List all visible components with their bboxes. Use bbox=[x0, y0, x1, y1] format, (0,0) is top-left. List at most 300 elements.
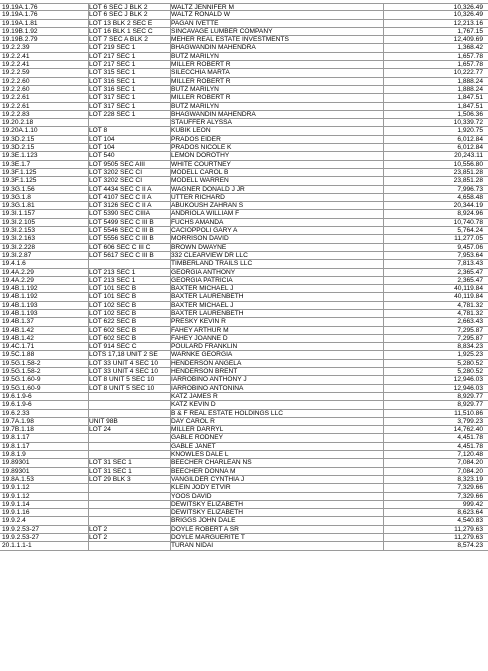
owner-name: PAGAN IVETTE bbox=[171, 19, 219, 27]
amount-due: 1,847.51 bbox=[457, 102, 483, 110]
table-row bbox=[0, 152, 488, 160]
owner-name: BHAGWANDIN MAHENDRA bbox=[171, 44, 256, 52]
owner-name: HENDERSON BRENT bbox=[171, 368, 238, 376]
owner-name: BAXTER LAURENBETH bbox=[171, 309, 244, 317]
amount-due: 2,663.43 bbox=[457, 318, 483, 326]
parcel-number: 19.8.1.17 bbox=[2, 434, 30, 442]
legal-description: LOT 13 BLK 2 SEC E bbox=[89, 19, 153, 27]
parcel-number: 19.3I.2.153 bbox=[2, 227, 35, 235]
legal-description: LOT 6 SEC J BLK 2 bbox=[89, 4, 148, 11]
amount-due: 8,323.19 bbox=[457, 475, 483, 483]
owner-name: BUTZ MARILYN bbox=[171, 85, 219, 93]
column-divider bbox=[170, 3, 171, 551]
parcel-number: 19.3I.1.157 bbox=[2, 210, 35, 218]
owner-name: ANDRIOLA WILLIAM F bbox=[171, 210, 240, 218]
parcel-number: 19.8A.1.53 bbox=[2, 475, 34, 483]
parcel-number: 19.6.1.9-6 bbox=[2, 401, 32, 409]
legal-description: LOT 33 UNIT 4 SEC 10 bbox=[89, 368, 159, 376]
parcel-number: 19.4B.1.193 bbox=[2, 309, 38, 317]
table-row bbox=[0, 252, 488, 260]
owner-name: VANGILDER CYNTHIA J bbox=[171, 475, 245, 483]
owner-name: ABUKOUSH ZAHRAN S bbox=[171, 202, 244, 210]
amount-due: 7,295.87 bbox=[457, 326, 483, 334]
owner-name: IARROBINO ANTONINA bbox=[171, 384, 244, 392]
tax-listing-table bbox=[0, 3, 488, 551]
owner-name: KATZ JAMES R bbox=[171, 392, 218, 400]
owner-name: TIMBERLAND TRAILS LLC bbox=[171, 260, 253, 268]
legal-description: LOT 3126 SEC C II A bbox=[89, 202, 152, 210]
amount-due: 7,084.20 bbox=[457, 459, 483, 467]
legal-description: UNIT 98B bbox=[89, 417, 118, 425]
amount-due: 8,623.64 bbox=[457, 509, 483, 517]
parcel-number: 19.2.2.83 bbox=[2, 110, 30, 118]
table-row bbox=[0, 169, 488, 177]
amount-due: 1,657.78 bbox=[457, 52, 483, 60]
legal-description: LOT 217 SEC 1 bbox=[89, 61, 136, 69]
amount-due: 4,658.48 bbox=[457, 193, 483, 201]
legal-description: LOT 2 bbox=[89, 525, 108, 533]
table-row bbox=[0, 103, 488, 111]
table-row bbox=[0, 393, 488, 401]
amount-due: 40,119.84 bbox=[454, 293, 483, 301]
amount-due: 5,280.52 bbox=[457, 359, 483, 367]
table-row bbox=[0, 53, 488, 61]
parcel-number: 19.8.1.17 bbox=[2, 442, 30, 450]
parcel-number: 19.3E.1.7 bbox=[2, 160, 31, 168]
table-row bbox=[0, 327, 488, 335]
legal-description: LOT 29 BLK 3 bbox=[89, 475, 131, 483]
legal-description: LOT 602 SEC B bbox=[89, 326, 137, 334]
table-row bbox=[0, 127, 488, 135]
table-row bbox=[0, 302, 488, 310]
parcel-number: 19.3D.2.15 bbox=[2, 144, 35, 152]
amount-due: 1,657.78 bbox=[457, 61, 483, 69]
amount-due: 8,929.77 bbox=[457, 392, 483, 400]
legal-description: LOT 5546 SEC C III B bbox=[89, 227, 154, 235]
parcel-number: 19.5G.1.58-2 bbox=[2, 368, 41, 376]
amount-due: 1,888.24 bbox=[457, 85, 483, 93]
owner-name: GEORGIA PATRICIA bbox=[171, 276, 233, 284]
legal-description: LOT 540 bbox=[89, 152, 115, 160]
parcel-number: 19.3G.1.8 bbox=[2, 193, 31, 201]
legal-description: LOT 213 SEC 1 bbox=[89, 276, 136, 284]
parcel-number: 19.3F.1.125 bbox=[2, 177, 37, 185]
table-row bbox=[0, 426, 488, 434]
parcel-number: 19.20A.1.10 bbox=[2, 127, 38, 135]
parcel-number: 19.4B.1.192 bbox=[2, 285, 38, 293]
table-row bbox=[0, 144, 488, 152]
amount-due: 5,280.52 bbox=[457, 368, 483, 376]
column-divider bbox=[88, 3, 89, 551]
owner-name: MODELL WARREN bbox=[171, 177, 229, 185]
amount-due: 7,813.43 bbox=[457, 260, 483, 268]
owner-name: DAY CAROL R bbox=[171, 417, 215, 425]
owner-name: KATZ KEVIN D bbox=[171, 401, 216, 409]
parcel-number: 19.4B.1.37 bbox=[2, 318, 34, 326]
owner-name: KUBIK LEON bbox=[171, 127, 211, 135]
legal-description: LOT 24 bbox=[89, 426, 111, 434]
amount-due: 7,329.66 bbox=[457, 484, 483, 492]
owner-name: WALTZ JENNIFER M bbox=[171, 4, 235, 11]
table-row bbox=[0, 451, 488, 459]
amount-due: 4,781.32 bbox=[457, 309, 483, 317]
table-row bbox=[0, 111, 488, 119]
table-row bbox=[0, 235, 488, 243]
owner-name: STAUFFER ALYSSA bbox=[171, 119, 232, 127]
owner-name: KNOWLES DALE L bbox=[171, 451, 229, 459]
legal-description: LOT 228 SEC 1 bbox=[89, 110, 136, 118]
parcel-number: 19.4A.2.29 bbox=[2, 276, 34, 284]
table-row bbox=[0, 119, 488, 127]
amount-due: 10,740.78 bbox=[453, 218, 483, 226]
table-row bbox=[0, 534, 488, 542]
amount-due: 7,120.48 bbox=[457, 451, 483, 459]
legal-description: LOT 101 SEC B bbox=[89, 285, 137, 293]
owner-name: MILLER ROBERT R bbox=[171, 77, 231, 85]
owner-name: SINCAVAGE LUMBER COMPANY bbox=[171, 27, 273, 35]
amount-due: 12,409.69 bbox=[453, 36, 483, 44]
legal-description: LOT 31 SEC 1 bbox=[89, 467, 132, 475]
amount-due: 4,451.78 bbox=[457, 442, 483, 450]
parcel-number: 19.4B.1.42 bbox=[2, 326, 34, 334]
table-row bbox=[0, 459, 488, 467]
legal-description: LOT 33 UNIT 4 SEC 10 bbox=[89, 359, 159, 367]
table-row bbox=[0, 368, 488, 376]
amount-due: 5,764.24 bbox=[457, 227, 483, 235]
legal-description: LOT 602 SEC B bbox=[89, 334, 137, 342]
parcel-number: 19.20.2.18 bbox=[2, 119, 34, 127]
parcel-number: 19.9.1.16 bbox=[2, 509, 30, 517]
parcel-number: 19.7A.1.98 bbox=[2, 417, 34, 425]
legal-description: LOT 3202 SEC CI bbox=[89, 168, 143, 176]
table-row bbox=[0, 20, 488, 28]
legal-description: LOT 316 SEC 1 bbox=[89, 77, 136, 85]
owner-name: PRADOS EIDER bbox=[171, 135, 221, 143]
legal-description: LOT 2 bbox=[89, 534, 108, 541]
table-row bbox=[0, 28, 488, 36]
table-row bbox=[0, 186, 488, 194]
owner-name: TURAN NIDAI bbox=[171, 542, 214, 550]
parcel-number: 19.2.2.60 bbox=[2, 77, 30, 85]
legal-description: LOT 104 bbox=[89, 144, 115, 152]
legal-description: LOT 8 bbox=[89, 127, 108, 135]
parcel-number: 19.5G.1.60-9 bbox=[2, 376, 41, 384]
legal-description: LOT 104 bbox=[89, 135, 115, 143]
legal-description: LOT 9505 SEC AIII bbox=[89, 160, 145, 168]
amount-due: 2,365.47 bbox=[457, 268, 483, 276]
table-row bbox=[0, 269, 488, 277]
legal-description: LOT 8 UNIT 5 SEC 10 bbox=[89, 376, 155, 384]
table-row bbox=[0, 443, 488, 451]
parcel-number: 19.2.2.39 bbox=[2, 44, 30, 52]
owner-name: BAXTER LAURENBETH bbox=[171, 293, 244, 301]
owner-name: UTTER RICHARD bbox=[171, 193, 225, 201]
parcel-number: 19.5C.1.88 bbox=[2, 351, 35, 359]
legal-description: LOT 4107 SEC C II A bbox=[89, 193, 152, 201]
parcel-number: 19.9.1.12 bbox=[2, 492, 30, 500]
amount-due: 10,339.72 bbox=[453, 119, 483, 127]
owner-name: BEECHER CHARLEAN NS bbox=[171, 459, 252, 467]
table-row bbox=[0, 78, 488, 86]
owner-name: KLEIN JODY ETVIR bbox=[171, 484, 231, 492]
table-row bbox=[0, 285, 488, 293]
owner-name: BAXTER MICHAEL J bbox=[171, 301, 234, 309]
legal-description: LOT 5556 SEC C III B bbox=[89, 235, 154, 243]
amount-due: 1,920.75 bbox=[457, 127, 483, 135]
amount-due: 999.42 bbox=[462, 500, 483, 508]
owner-name: BRIGGS JOHN DALE bbox=[171, 517, 236, 525]
parcel-number: 19.2.2.59 bbox=[2, 69, 30, 77]
table-row bbox=[0, 410, 488, 418]
legal-description: LOT 5617 SEC C III B bbox=[89, 251, 154, 259]
table-row bbox=[0, 509, 488, 517]
amount-due: 23,851.28 bbox=[453, 177, 483, 185]
parcel-number: 19.19A.1.76 bbox=[2, 11, 38, 19]
owner-name: DEWITSKY ELIZABETH bbox=[171, 509, 244, 517]
parcel-number: 19.4B.1.42 bbox=[2, 334, 34, 342]
table-row bbox=[0, 318, 488, 326]
legal-description: LOT 914 SEC C bbox=[89, 343, 137, 351]
table-row bbox=[0, 11, 488, 19]
amount-due: 12,213.16 bbox=[453, 19, 483, 27]
owner-name: MILLER ROBERT R bbox=[171, 94, 231, 102]
parcel-number: 19.19A.1.81 bbox=[2, 19, 38, 27]
owner-name: MEHER REAL ESTATE INVESTMENTS bbox=[171, 36, 289, 44]
table-row bbox=[0, 351, 488, 359]
table-row bbox=[0, 194, 488, 202]
parcel-number: 19.2.2.60 bbox=[2, 85, 30, 93]
legal-description: LOT 213 SEC 1 bbox=[89, 268, 136, 276]
amount-due: 7,295.87 bbox=[457, 334, 483, 342]
table-row bbox=[0, 202, 488, 210]
parcel-number: 19.4B.1.193 bbox=[2, 301, 38, 309]
legal-description: LOT 3202 SEC CI bbox=[89, 177, 143, 185]
parcel-number: 19.3E.1.123 bbox=[2, 152, 38, 160]
legal-description: LOT 4434 SEC C II A bbox=[89, 185, 152, 193]
table-row bbox=[0, 360, 488, 368]
amount-due: 4,540.83 bbox=[457, 517, 483, 525]
amount-due: 23,851.28 bbox=[453, 168, 483, 176]
amount-due: 8,834.23 bbox=[457, 343, 483, 351]
table-row bbox=[0, 526, 488, 534]
amount-due: 7,084.20 bbox=[457, 467, 483, 475]
owner-name: POULARD FRANKLIN bbox=[171, 343, 238, 351]
amount-due: 10,556.80 bbox=[453, 160, 483, 168]
table-row bbox=[0, 501, 488, 509]
amount-due: 11,277.05 bbox=[454, 235, 483, 243]
owner-name: HENDERSON ANGELA bbox=[171, 359, 242, 367]
legal-description: LOT 217 SEC 1 bbox=[89, 52, 136, 60]
legal-description: LOT 8 UNIT 5 SEC 10 bbox=[89, 384, 155, 392]
legal-description: LOTS 17,18 UNIT 2 SE bbox=[89, 351, 158, 359]
parcel-number: 19.19B.1.92 bbox=[2, 27, 38, 35]
column-divider bbox=[383, 3, 384, 551]
table-row bbox=[0, 86, 488, 94]
owner-name: BEECHER DONNA M bbox=[171, 467, 236, 475]
table-row bbox=[0, 401, 488, 409]
parcel-number: 19.4B.1.192 bbox=[2, 293, 38, 301]
owner-name: DOYLE ROBERT A SR bbox=[171, 525, 239, 533]
table-row bbox=[0, 542, 488, 550]
parcel-number: 19.6.1.9-6 bbox=[2, 392, 32, 400]
owner-name: LEMON DOROTHY bbox=[171, 152, 230, 160]
parcel-number: 19.7B.1.18 bbox=[2, 426, 34, 434]
parcel-number: 19.89301 bbox=[2, 467, 30, 475]
amount-due: 12,946.03 bbox=[453, 376, 483, 384]
owner-name: PRESKY KEVIN R bbox=[171, 318, 226, 326]
table-row bbox=[0, 36, 488, 44]
amount-due: 1,767.15 bbox=[457, 27, 483, 35]
amount-due: 9,457.06 bbox=[457, 243, 483, 251]
table-row bbox=[0, 468, 488, 476]
parcel-number: 19.8.1.9 bbox=[2, 451, 26, 459]
parcel-number: 19.89301 bbox=[2, 459, 30, 467]
table-row bbox=[0, 277, 488, 285]
legal-description: LOT 5390 SEC CIIIA bbox=[89, 210, 151, 218]
owner-name: FUCHS AMANDA bbox=[171, 218, 224, 226]
parcel-number: 19.2.2.61 bbox=[2, 102, 30, 110]
table-row bbox=[0, 310, 488, 318]
legal-description: LOT 317 SEC 1 bbox=[89, 102, 136, 110]
legal-description: LOT 16 BLK 1 SEC C bbox=[89, 27, 153, 35]
table-row bbox=[0, 385, 488, 393]
amount-due: 11,279.63 bbox=[454, 525, 483, 533]
owner-name: BHAGWANDIN MAHENDRA bbox=[171, 110, 256, 118]
table-row bbox=[0, 227, 488, 235]
owner-name: FAHEY JOANNE D bbox=[171, 334, 228, 342]
amount-due: 6,012.84 bbox=[457, 144, 483, 152]
legal-description: LOT 5499 SEC C III B bbox=[89, 218, 154, 226]
parcel-number: 19.9.1.12 bbox=[2, 484, 30, 492]
amount-due: 11,279.63 bbox=[454, 534, 483, 541]
legal-description: LOT 317 SEC 1 bbox=[89, 94, 136, 102]
owner-name: 332 CLEARVIEW DR LLC bbox=[171, 251, 248, 259]
owner-name: WALTZ RONALD W bbox=[171, 11, 230, 19]
parcel-number: 19.4C.1.71 bbox=[2, 343, 35, 351]
parcel-number: 19.9.2.53-27 bbox=[2, 525, 40, 533]
table-row bbox=[0, 484, 488, 492]
amount-due: 11,510.86 bbox=[454, 409, 483, 417]
amount-due: 3,799.23 bbox=[457, 417, 483, 425]
amount-due: 10,326.49 bbox=[453, 11, 483, 19]
parcel-number: 19.9.2.4 bbox=[2, 517, 26, 525]
parcel-number: 19.2.2.41 bbox=[2, 61, 30, 69]
table-row bbox=[0, 434, 488, 442]
parcel-number: 19.3D.2.15 bbox=[2, 135, 35, 143]
legal-description: LOT 102 SEC B bbox=[89, 309, 137, 317]
parcel-number: 19.2.2.41 bbox=[2, 52, 30, 60]
legal-description: LOT 6 SEC J BLK 2 bbox=[89, 11, 148, 19]
table-row bbox=[0, 260, 488, 268]
parcel-number: 19.19B.2.79 bbox=[2, 36, 38, 44]
parcel-number: 19.5G.1.58-2 bbox=[2, 359, 41, 367]
table-row bbox=[0, 376, 488, 384]
owner-name: WHITE COURTNEY bbox=[171, 160, 231, 168]
table-row bbox=[0, 343, 488, 351]
owner-name: YOOS DAVID bbox=[171, 492, 212, 500]
parcel-number: 19.3I.2.163 bbox=[2, 235, 35, 243]
parcel-number: 20.1.1.1-1 bbox=[2, 542, 32, 550]
amount-due: 4,781.32 bbox=[457, 301, 483, 309]
legal-description: LOT 315 SEC 1 bbox=[89, 69, 136, 77]
amount-due: 10,222.77 bbox=[453, 69, 483, 77]
parcel-number: 19.9.1.14 bbox=[2, 500, 30, 508]
legal-description: LOT 622 SEC B bbox=[89, 318, 137, 326]
amount-due: 12,946.03 bbox=[453, 384, 483, 392]
table-row bbox=[0, 493, 488, 501]
table-row bbox=[0, 3, 488, 11]
owner-name: GABLE JANET bbox=[171, 442, 216, 450]
amount-due: 6,012.84 bbox=[457, 135, 483, 143]
amount-due: 8,929.77 bbox=[457, 401, 483, 409]
legal-description: LOT 606 SEC C III C bbox=[89, 243, 151, 251]
amount-due: 1,925.23 bbox=[457, 351, 483, 359]
owner-name: SILECCHIA MARTA bbox=[171, 69, 230, 77]
owner-name: BUTZ MARILYN bbox=[171, 52, 219, 60]
table-row bbox=[0, 177, 488, 185]
amount-due: 40,119.84 bbox=[454, 285, 483, 293]
parcel-number: 19.5G.1.60-9 bbox=[2, 384, 41, 392]
amount-due: 7,953.64 bbox=[457, 251, 483, 259]
parcel-number: 19.3I.2.105 bbox=[2, 218, 35, 226]
owner-name: MILLER ROBERT R bbox=[171, 61, 231, 69]
owner-name: GABLE RODNEY bbox=[171, 434, 224, 442]
owner-name: BAXTER MICHAEL J bbox=[171, 285, 234, 293]
parcel-number: 19.3G.1.81 bbox=[2, 202, 35, 210]
owner-name: MORRISON DAVID bbox=[171, 235, 229, 243]
parcel-number: 19.2.2.61 bbox=[2, 94, 30, 102]
owner-name: DEWITSKY ELIZABETH bbox=[171, 500, 244, 508]
owner-name: MILLER DARRYL bbox=[171, 426, 224, 434]
table-row bbox=[0, 44, 488, 52]
owner-name: BROWN DWAYNE bbox=[171, 243, 227, 251]
table-row bbox=[0, 161, 488, 169]
parcel-number: 19.4A.2.29 bbox=[2, 268, 34, 276]
table-row bbox=[0, 293, 488, 301]
owner-name: CACIOPPOLI GARY A bbox=[171, 227, 238, 235]
legal-description: LOT 101 SEC B bbox=[89, 293, 137, 301]
legal-description: LOT 316 SEC 1 bbox=[89, 85, 136, 93]
amount-due: 7,329.66 bbox=[457, 492, 483, 500]
amount-due: 20,344.19 bbox=[453, 202, 483, 210]
amount-due: 2,365.47 bbox=[457, 276, 483, 284]
amount-due: 10,326.49 bbox=[453, 4, 483, 11]
owner-name: FAHEY ARTHUR M bbox=[171, 326, 229, 334]
amount-due: 8,574.23 bbox=[457, 542, 483, 550]
amount-due: 1,368.42 bbox=[457, 44, 483, 52]
owner-name: GEORGIA ANTHONY bbox=[171, 268, 236, 276]
owner-name: WAGNER DONALD J JR bbox=[171, 185, 245, 193]
owner-name: MODELL CAROL B bbox=[171, 168, 229, 176]
parcel-number: 19.3G.1.56 bbox=[2, 185, 35, 193]
amount-due: 14,762.40 bbox=[453, 426, 483, 434]
legal-description: LOT 102 SEC B bbox=[89, 301, 137, 309]
table-row bbox=[0, 517, 488, 525]
table-row bbox=[0, 219, 488, 227]
table-row bbox=[0, 136, 488, 144]
owner-name: DOYLE MARGUERITE T bbox=[171, 534, 245, 541]
table-row bbox=[0, 244, 488, 252]
legal-description: LOT 31 SEC 1 bbox=[89, 459, 132, 467]
owner-name: WARNKE GEORGIA bbox=[171, 351, 233, 359]
owner-name: PRADOS NICOLE K bbox=[171, 144, 232, 152]
amount-due: 1,888.24 bbox=[457, 77, 483, 85]
parcel-number: 19.4.1.6 bbox=[2, 260, 26, 268]
amount-due: 1,847.51 bbox=[457, 94, 483, 102]
table-row bbox=[0, 94, 488, 102]
table-row bbox=[0, 335, 488, 343]
table-row bbox=[0, 61, 488, 69]
